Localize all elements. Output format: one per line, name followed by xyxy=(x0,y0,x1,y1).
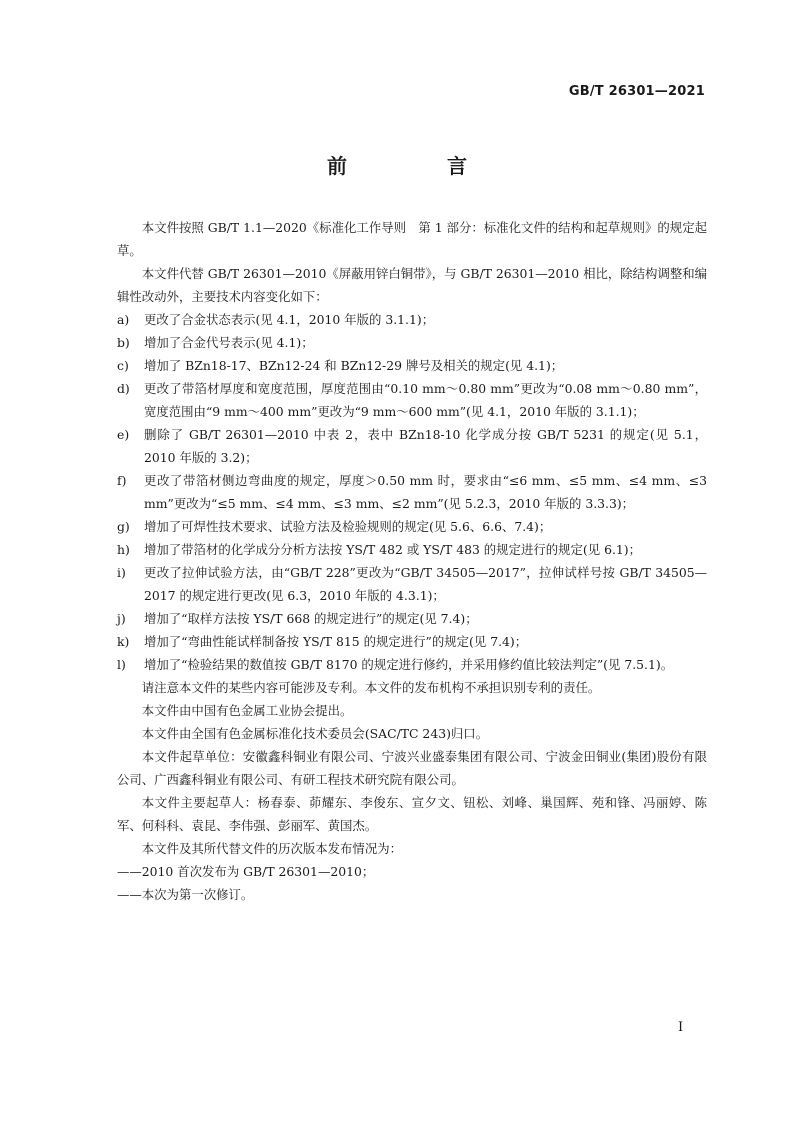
list-item-marker: l) xyxy=(117,657,126,672)
list-item-marker: d) xyxy=(117,381,130,396)
list-item-text: 增加了“检验结果的数值按 GB/T 8170 的规定进行修约，并采用修约值比较法判定”(见 7.5.1)。 xyxy=(144,657,674,672)
list-item-marker: j) xyxy=(117,611,126,626)
paragraph: 本文件及其所代替文件的历次版本发布情况为： xyxy=(141,841,402,856)
list-item-text: 增加了“取样方法按 YS/T 668 的规定进行”的规定(见 7.4)； xyxy=(144,611,478,626)
list-item-text: 更改了拉伸试验方法，由“GB/T 228”更改为“GB/T 34505—2017”，拉伸试样号按 GB/T 34505—2017 的规定进行更改(见 6.3，2010 年版的 4.3.1)； xyxy=(144,565,707,603)
list-item-marker: k) xyxy=(117,634,130,649)
list-item-text: 增加了带箔材的化学成分分析方法按 YS/T 482 或 YS/T 483 的规定进行的规定(见 6.1)； xyxy=(144,542,642,557)
list-item xyxy=(117,515,707,538)
history-item: ——本次为第一次修订。 xyxy=(117,887,254,902)
paragraph: 本文件起草单位：安徽鑫科铜业有限公司、宁波兴业盛泰集团有限公司、宁波金田铜业(集团)股份有限公司、广西鑫科铜业有限公司、有研工程技术研究院有限公司。 xyxy=(117,749,707,787)
list-item-marker: e) xyxy=(117,427,130,442)
paragraph: 本文件由中国有色金属工业协会提出。 xyxy=(141,703,353,718)
paragraph: 本文件代替 GB/T 26301—2010《屏蔽用锌白铜带》，与 GB/T 26301—2010 相比，除结构调整和编辑性改动外，主要技术内容变化如下： xyxy=(117,266,708,304)
list-item-text: 增加了“弯曲性能试样制备按 YS/T 815 的规定进行”的规定(见 7.4)； xyxy=(144,634,528,649)
paragraph: 本文件按照 GB/T 1.1—2020《标准化工作导则 第 1 部分：标准化文件的结构和起草规则》的规定起草。 xyxy=(117,220,707,258)
list-item-text: 增加了 BZn18-17、BZn12-24 和 BZn12-29 牌号及相关的规定(见 4.1)； xyxy=(144,358,564,373)
list-item-text: 更改了带箔材厚度和宽度范围，厚度范围由“0.10 mm～0.80 mm”更改为“0.08 mm～0.80 mm”，宽度范围由“9 mm～400 mm”更改为“9 mm～600 mm”(见 4.1，2010 年版的 3.1.1)； xyxy=(144,381,707,419)
page-title: 前 言 xyxy=(327,154,507,178)
paragraph: 本文件由全国有色金属标准化技术委员会(SAC/TC 243)归口。 xyxy=(141,726,489,741)
list-item xyxy=(117,630,707,653)
paragraph: 请注意本文件的某些内容可能涉及专利。本文件的发布机构不承担识别专利的责任。 xyxy=(141,680,601,695)
list-item xyxy=(117,354,707,377)
change-list xyxy=(117,308,707,676)
list-item xyxy=(117,377,707,423)
list-item-text: 更改了合金状态表示(见 4.1，2010 年版的 3.1.1)； xyxy=(144,312,435,327)
list-item xyxy=(117,331,707,354)
list-item-marker: a) xyxy=(117,312,130,327)
paragraph: 本文件主要起草人：杨春泰、茆耀东、李俊东、宣夕文、钮松、刘峰、巢国辉、苑和锋、冯丽婷、陈军、何科科、袁昆、李伟强、彭丽军、黄国杰。 xyxy=(117,795,707,833)
foreword-body xyxy=(117,216,707,906)
list-item xyxy=(117,423,707,469)
page-number: I xyxy=(678,1020,684,1035)
list-item-text: 增加了合金代号表示(见 4.1)； xyxy=(144,335,314,350)
list-item-marker: f) xyxy=(117,473,127,488)
list-item-text: 更改了带箔材侧边弯曲度的规定，厚度＞0.50 mm 时，要求由“≤6 mm、≤5 mm、≤4 mm、≤3 mm”更改为“≤5 mm、≤4 mm、≤3 mm、≤2 mm”(见 5.2.3，2010 年版的 3.3.3)； xyxy=(144,473,707,511)
list-item-marker: i) xyxy=(117,565,126,580)
list-item-marker: c) xyxy=(117,358,129,373)
history-item: ——2010 首次发布为 GB/T 26301—2010； xyxy=(117,864,375,879)
list-item xyxy=(117,469,707,515)
list-item-marker: b) xyxy=(117,335,130,350)
standard-code: GB/T 26301—2021 xyxy=(568,84,705,99)
list-item-text: 增加了可焊性技术要求、试验方法及检验规则的规定(见 5.6、6.6、7.4)； xyxy=(144,519,552,534)
list-item xyxy=(117,561,707,607)
list-item xyxy=(117,308,707,331)
list-item xyxy=(117,653,707,676)
list-item-text: 删除了 GB/T 26301—2010 中表 2，表中 BZn18-10 化学成分按 GB/T 5231 的规定(见 5.1，2010 年版的 3.2)； xyxy=(144,427,707,465)
list-item-marker: h) xyxy=(117,542,130,557)
list-item xyxy=(117,538,707,561)
list-item-marker: g) xyxy=(117,519,130,534)
list-item xyxy=(117,607,707,630)
